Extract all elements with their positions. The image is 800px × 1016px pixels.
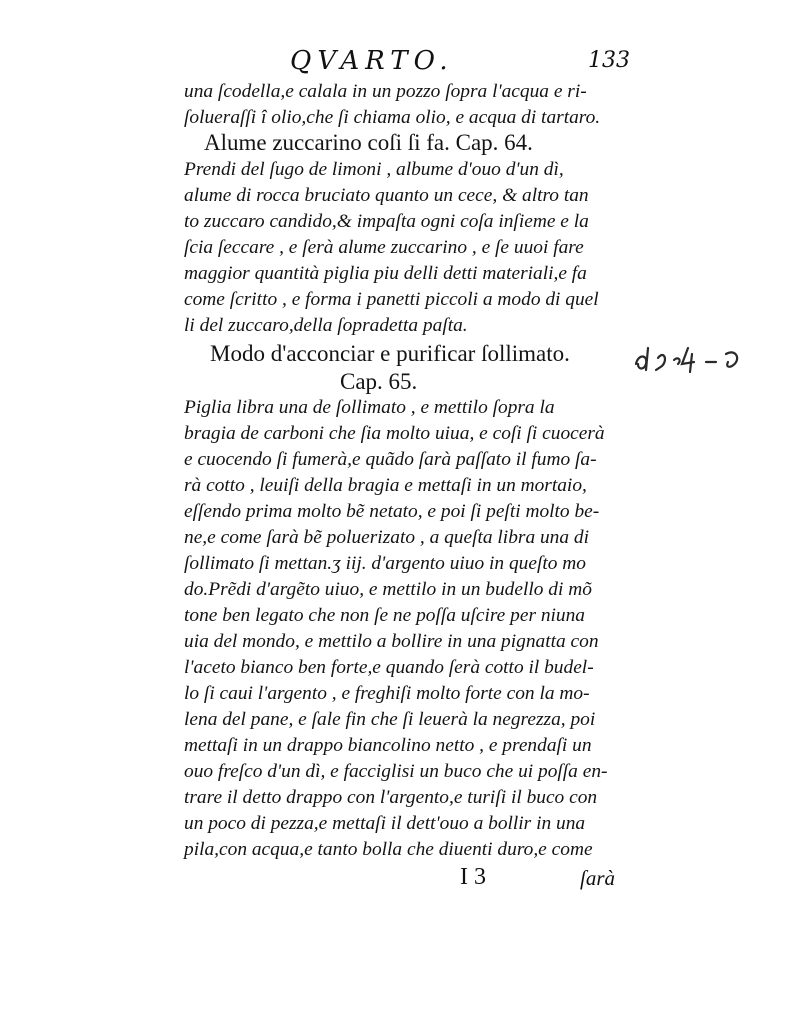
chapter-heading-65: Modo d'acconciar e purificar ſollimato. (210, 341, 570, 366)
text-line: eſſendo prima molto bẽ netato, e poi ſi peſti molto be- (184, 501, 600, 522)
text-line: ſcia ſeccare , e ſerà alume zuccarino , e ſe uuoi fare (184, 237, 584, 258)
text-line: ne,e come ſarà bẽ poluerizato , a queſta libra una di (184, 527, 589, 548)
text-line: maggior quantità piglia piu delli detti materiali,e fa (184, 263, 587, 284)
text-line: ſollimato ſi mettan.ʒ iij. d'argento uiuo in queſto mo (184, 553, 586, 574)
text-line: come ſcritto , e forma i panetti piccoli a modo di quel (184, 289, 599, 310)
text-line: mettaſi in un drappo biancolino netto , e prendaſi un (184, 735, 592, 756)
text-line: to zuccaro candido,& impaſta ogni coſa inſieme e la (184, 211, 589, 232)
text-line: una ſcodella,e calala in un pozzo ſopra l'acqua e ri- (184, 81, 587, 102)
text-line: l'aceto bianco ben forte,e quando ſerà cotto il budel- (184, 657, 594, 678)
text-line: trare il detto drappo con l'argento,e turiſi il buco con (184, 787, 598, 808)
text-line: do.Prẽdi d'argẽto uiuo, e mettilo in un budello di mõ (184, 579, 592, 600)
handwritten-annotation (630, 334, 750, 384)
text-line: lena del pane, e ſale fin che ſi leuerà la negrezza, poi (184, 709, 596, 730)
running-title: QVARTO. (290, 46, 454, 76)
text-line: li del zuccaro,della ſopradetta paſta. (184, 315, 468, 336)
text-line: Prendi del ſugo de limoni , albume d'ouo d'un dì, (184, 159, 564, 180)
text-line: tone ben legato che non ſe ne poſſa uſcire per niuna (184, 605, 586, 626)
text-line: ſolueraſſi î olio,che ſi chiama olio, e acqua di tartaro. (184, 107, 601, 128)
text-line: lo ſi caui l'argento , e freghiſi molto forte con la mo- (184, 683, 590, 704)
text-line: uia del mondo, e mettilo a bollire in una pignatta con (184, 631, 599, 652)
page-number: 133 (588, 48, 630, 73)
text-line: pila,con acqua,e tanto bolla che diuenti duro,e come (184, 839, 593, 860)
text-line: rà cotto , leuiſi della bragia e mettaſi in un mortaio, (184, 475, 587, 496)
chapter-heading-64: Alume zuccarino coſi ſi fa. Cap. 64. (204, 130, 533, 155)
text-line: alume di rocca bruciato quanto un cece, & altro tan (184, 185, 589, 206)
running-header (290, 46, 630, 80)
text-line: e cuocendo ſi fumerà,e quãdo ſarà paſſato il fumo ſa- (184, 449, 597, 470)
catchword: ſarà (580, 866, 616, 890)
text-line: Piglia libra una de ſollimato , e mettilo ſopra la (184, 397, 555, 418)
text-line: un poco di pezza,e mettaſi il dett'ouo a bollir in una (184, 813, 586, 834)
text-line: ouo freſco d'un dì, e facciglisi un buco che ui poſſa en- (184, 761, 608, 782)
signature-mark: I 3 (460, 864, 486, 890)
text-line: bragia de carboni che ſia molto uiua, e coſi ſi cuocerà (184, 423, 605, 444)
chapter-number-65: Cap. 65. (340, 369, 418, 394)
